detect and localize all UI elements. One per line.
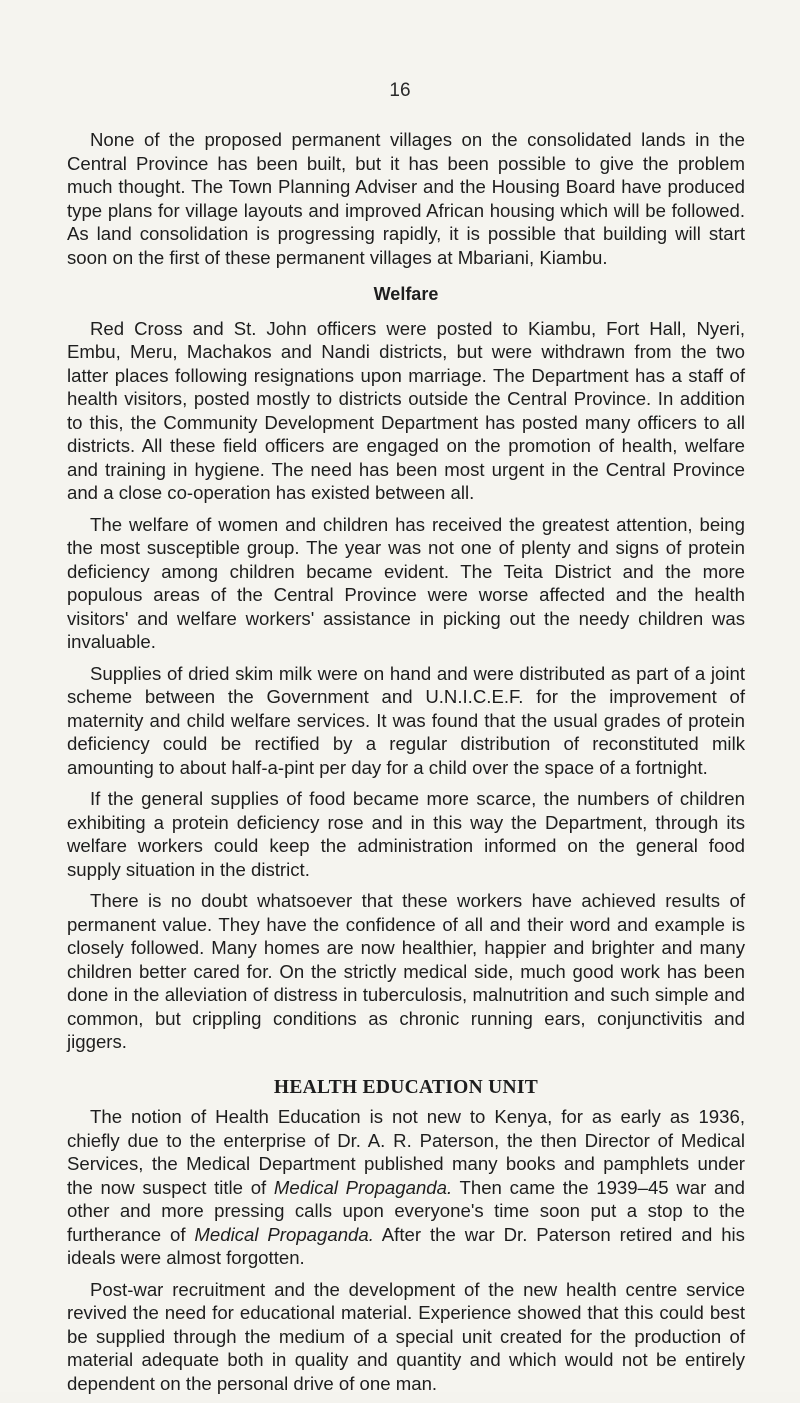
- text-run: Then came the 1939–45 war and other and more pressing calls upon everyone's time soon put a stop to the furtherance of: [67, 1176, 745, 1245]
- paragraph-women-children: The welfare of women and children has received the greatest attention, being the most susceptible group. The year was not one of plenty and signs of protein deficiency among children became evident. The Teita District and the more populous areas of the Central Province were worse affected and the health visitors' and welfare workers' assistance in picking out the needy children was invaluable.: [67, 513, 745, 652]
- italic-title: Medical Propaganda.: [194, 1223, 374, 1245]
- paragraph-health-education-history: [67, 1105, 745, 1270]
- document-body: [67, 128, 745, 1403]
- text-run: After the war Dr. Paterson retired and his ideals were almost forgotten.: [67, 1223, 745, 1268]
- page-number: 16: [389, 80, 411, 101]
- paragraph-post-war: Post-war recruitment and the development of the new health centre service revived the need for educational material. Experience showed that this could best be supplied through the medium of a special unit created for the production of material adequate both in quality and quantity and which would not be entirely dependent on the personal drive of one man.: [67, 1278, 745, 1394]
- paragraph-food-supplies: If the general supplies of food became more scarce, the numbers of children exhibiting a protein deficiency rose and in this way the Department, through its welfare workers could keep the administration informed on the general food supply situation in the district.: [67, 788, 745, 880]
- italic-title: Medical Propaganda.: [273, 1176, 453, 1198]
- section-heading-welfare: Welfare: [373, 284, 439, 304]
- text-run: The notion of Health Education is not new to Kenya, for as early as 1936, chiefly due to the enterprise of Dr. A. R. Paterson, the then Director of Medical Services, the Medical Department published many books and pamphlets under the now suspect title of: [67, 1106, 745, 1198]
- paragraph-results: There is no doubt whatsoever that these workers have achieved results of permanent value. They have the confidence of all and their word and example is closely followed. Many homes are now healthier, happier and brighter and many children better cared for. On the strictly medical side, much good work has been done in the alleviation of distress in tuberculosis, malnutrition and such simple and common, but crippling conditions as chronic running ears, conjunctivitis and jiggers.: [67, 890, 745, 1052]
- paragraph-permanent-villages: None of the proposed permanent villages on the consolidated lands in the Central Province has been built, but it has been possible to give the problem much thought. The Town Planning Adviser and the Housing Board have produced type plans for village layouts and improved African housing which will be followed. As land consolidation is progressing rapidly, it is possible that building will start soon on the first of these permanent villages at Mbariani, Kiambu.: [67, 129, 745, 268]
- paragraph-skim-milk: Supplies of dried skim milk were on hand and were distributed as part of a joint scheme between the Government and U.N.I.C.E.F. for the improvement of maternity and child welfare services. It was found that the usual grades of protein deficiency could be rectified by a regular distribution of reconstituted milk amounting to about half-a-pint per day for a child over the space of a fortnight.: [67, 662, 745, 778]
- paragraph-welfare-officers: Red Cross and St. John officers were posted to Kiambu, Fort Hall, Nyeri, Embu, Meru, Machakos and Nandi districts, but were withdrawn from the two latter places following resignations upon marriage. The Department has a staff of health visitors, posted mostly to districts outside the Central Province. In addition to this, the Community Development Department has posted many officers to all districts. All these field officers are engaged on the promotion of health, welfare and training in hygiene. The need has been most urgent in the Central Province and a close co-operation has existed between all.: [67, 317, 745, 503]
- section-heading-health-education-unit: HEALTH EDUCATION UNIT: [273, 1076, 539, 1098]
